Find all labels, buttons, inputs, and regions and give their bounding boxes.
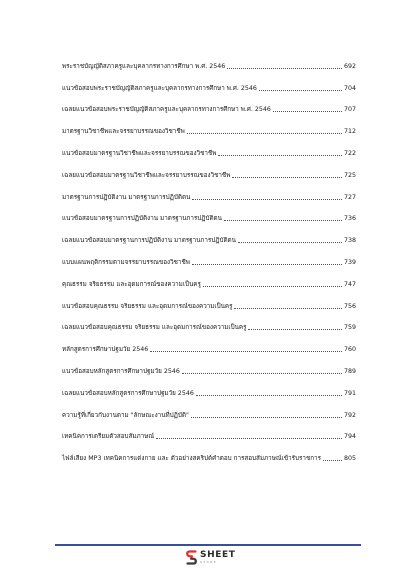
- toc-entry-title: ความรู้ที่เกี่ยวกับงานตาม "ลักษณะงานที่ปฏิบัติ": [62, 411, 189, 419]
- toc-entry: [62, 180, 356, 202]
- toc-leader-dots: [273, 111, 342, 112]
- toc-leader-dots: [248, 329, 341, 330]
- toc-entry-title: พระราชบัญญัติสภาครูและบุคลากรทางการศึกษา พ.ศ. 2546: [62, 62, 226, 70]
- logo-text: [200, 551, 235, 564]
- sheet-s-logo-icon: [186, 550, 197, 565]
- toc-entry-title: มาตรฐานวิชาชีพและจรรยาบรรณของวิชาชีพ: [62, 128, 185, 136]
- toc-leader-dots: [192, 264, 342, 265]
- toc-entry: [62, 332, 356, 354]
- toc-leader-dots: [323, 460, 342, 461]
- toc-entry: [62, 158, 356, 180]
- toc-entry: [62, 311, 356, 333]
- toc-entry-page: 759: [343, 324, 356, 332]
- toc-entry-page: 707: [343, 106, 356, 114]
- toc-entry-title: แบบแผนพฤติกรรมตามจรรยาบรรณของวิชาชีพ: [62, 258, 190, 266]
- toc-entry: [62, 398, 356, 420]
- toc-entry: [62, 93, 356, 115]
- toc-entry-page: 692: [343, 62, 356, 70]
- toc-entry-page: 727: [343, 193, 356, 201]
- toc-entry: [62, 289, 356, 311]
- logo-subtitle: STORE: [200, 560, 218, 564]
- toc-entry-title: แนวข้อสอบมาตรฐานวิชาชีพและจรรยาบรรณของวิชาชีพ: [62, 149, 217, 157]
- toc-entry: [62, 354, 356, 376]
- toc-leader-dots: [192, 199, 342, 200]
- footer-rule: [55, 544, 361, 546]
- toc-leader-dots: [182, 373, 342, 374]
- table-of-contents: [62, 49, 356, 463]
- toc-entry-title: เทคนิคการเตรียมตัวสอบสัมภาษณ์: [62, 433, 155, 441]
- toc-entry-page: 736: [343, 215, 356, 223]
- toc-entry: [62, 49, 356, 71]
- toc-entry-title: แนวข้อสอบพระราชบัญญัติสภาครูและบุคลากรทางการศึกษา พ.ศ. 2546: [62, 84, 257, 92]
- toc-leader-dots: [203, 286, 342, 287]
- toc-leader-dots: [224, 220, 342, 221]
- toc-entry-title: แนวข้อสอบคุณธรรม จริยธรรม และอุดมการณ์ของความเป็นครู: [62, 302, 233, 310]
- toc-entry-page: 712: [343, 128, 356, 136]
- toc-entry: [62, 223, 356, 245]
- toc-entry-page: 722: [343, 149, 356, 157]
- toc-leader-dots: [150, 351, 342, 352]
- toc-leader-dots: [259, 90, 342, 91]
- toc-entry-page: 789: [343, 367, 356, 375]
- toc-entry-page: 791: [343, 389, 356, 397]
- toc-entry-page: 704: [343, 84, 356, 92]
- toc-entry-title: เฉลยแนวข้อสอบพระราชบัญญัติสภาครูและบุคลากรทางการศึกษา พ.ศ. 2546: [62, 106, 271, 114]
- toc-leader-dots: [156, 438, 342, 439]
- toc-leader-dots: [234, 308, 341, 309]
- toc-entry: [62, 202, 356, 224]
- toc-entry: [62, 376, 356, 398]
- toc-entry-page: 725: [343, 171, 356, 179]
- toc-entry-page: 739: [343, 258, 356, 266]
- logo-word: SHEET: [200, 550, 236, 560]
- toc-entry-title: แนวข้อสอบหลักสูตรการศึกษาปฐมวัย 2546: [62, 367, 180, 375]
- toc-entry-title: เฉลยแนวข้อสอบมาตรฐานวิชาชีพและจรรยาบรรณของวิชาชีพ: [62, 171, 231, 179]
- toc-entry-title: เฉลยแนวข้อสอบคุณธรรม จริยธรรม และอุดมการณ์ของความเป็นครู: [62, 324, 247, 332]
- toc-leader-dots: [187, 133, 342, 134]
- sheet-store-logo: [186, 550, 235, 565]
- toc-entry-page: 747: [343, 280, 356, 288]
- toc-entry-page: 794: [343, 433, 356, 441]
- toc-entry-title: เฉลยแนวข้อสอบหลักสูตรการศึกษาปฐมวัย 2546: [62, 389, 194, 397]
- toc-entry-title: เฉลยแนวข้อสอบมาตรฐานการปฏิบัติงาน มาตรฐานการปฏิบัติตน: [62, 237, 236, 245]
- toc-leader-dots: [196, 395, 342, 396]
- toc-entry-page: 792: [343, 411, 356, 419]
- toc-leader-dots: [191, 417, 342, 418]
- toc-leader-dots: [227, 68, 342, 69]
- toc-leader-dots: [218, 155, 342, 156]
- toc-leader-dots: [238, 242, 342, 243]
- toc-entry: [62, 245, 356, 267]
- toc-entry-page: 738: [343, 237, 356, 245]
- toc-entry-title: แนวข้อสอบมาตรฐานการปฏิบัติงาน มาตรฐานการปฏิบัติตน: [62, 215, 222, 223]
- toc-entry-page: 756: [343, 302, 356, 310]
- toc-entry: [62, 136, 356, 158]
- toc-entry-page: 805: [343, 455, 356, 463]
- toc-entry: [62, 441, 356, 463]
- toc-entry-title: หลักสูตรการศึกษาปฐมวัย 2546: [62, 346, 149, 354]
- toc-entry-title: คุณธรรม จริยธรรม และอุดมการณ์ของความเป็นครู: [62, 280, 201, 288]
- toc-leader-dots: [232, 177, 342, 178]
- toc-entry: [62, 114, 356, 136]
- toc-entry: [62, 267, 356, 289]
- toc-entry-title: มาตรฐานการปฏิบัติงาน มาตรฐานการปฏิบัติตน: [62, 193, 191, 201]
- toc-entry: [62, 420, 356, 442]
- toc-entry-title: ไฟล์เสียง MP3 เทคนิคการแต่งกาย และ ตัวอย่างสคริปต์คำตอบ การสอบสัมภาษณ์เข้ารับราชการ: [62, 455, 321, 463]
- toc-entry-page: 760: [343, 346, 356, 354]
- toc-entry: [62, 71, 356, 93]
